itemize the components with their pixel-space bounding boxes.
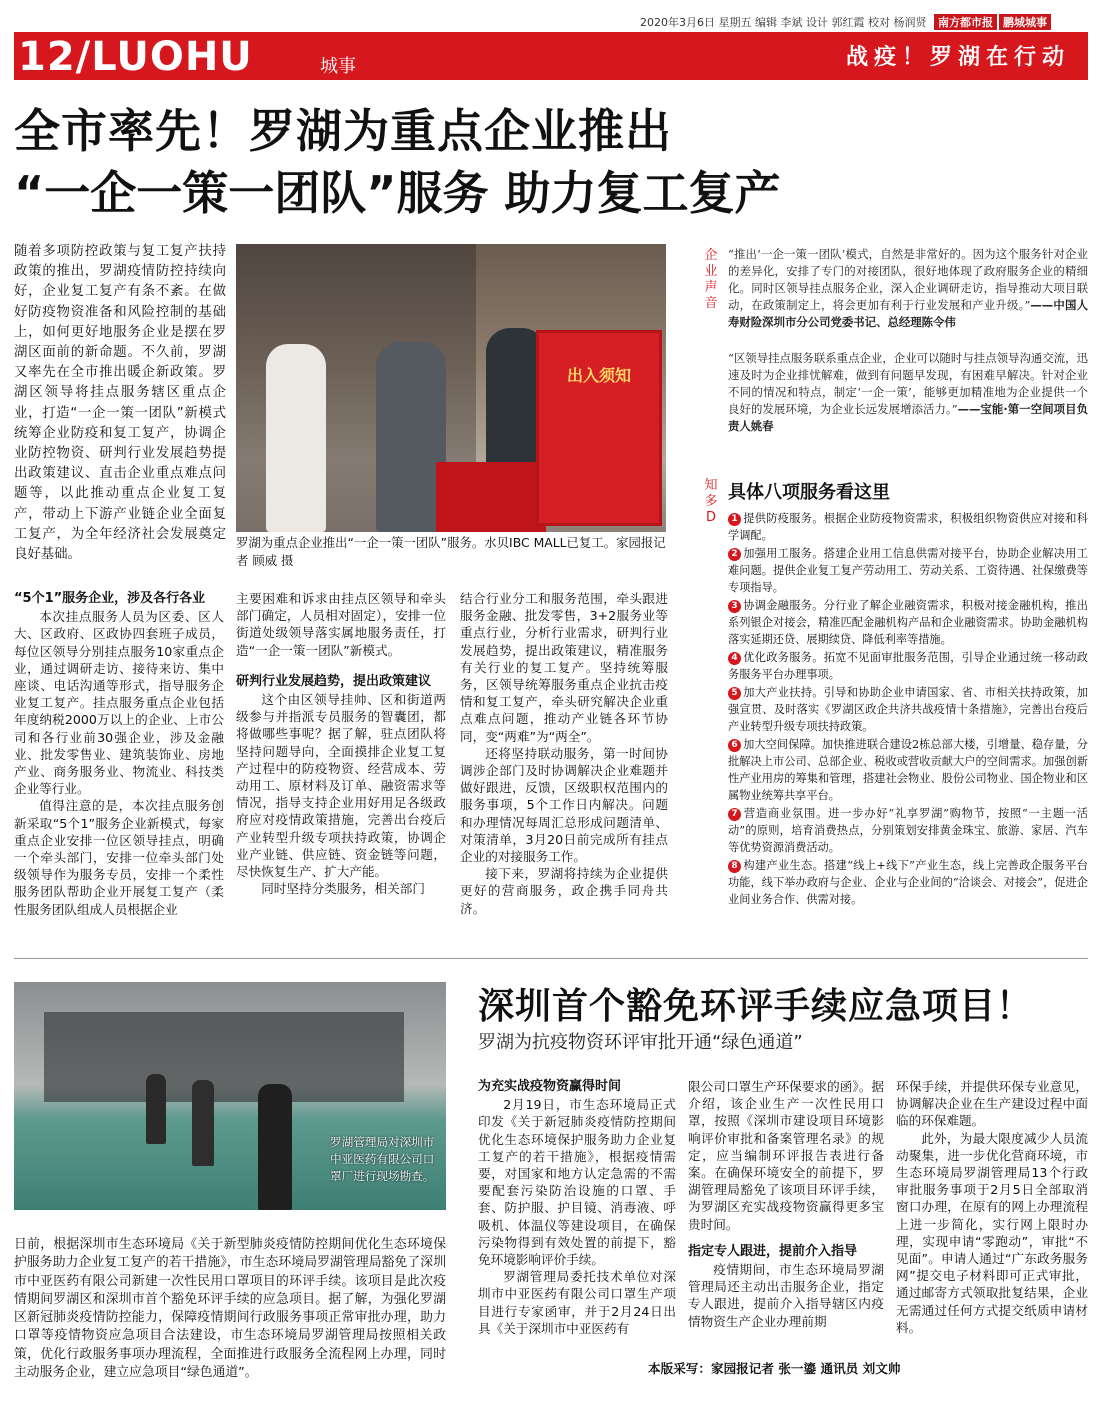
number-badge: 6 — [728, 739, 741, 752]
service-item — [728, 857, 1088, 908]
quote-text: “区领导挂点服务联系重点企业，企业可以随时与挂点领导沟通交流，迅速及时为企业排忧解难，做到有问题早发现，有困难早解决。针对企业不同的情况和特点，制定‘一企一策’，能够更加精准地为企业提供一个良好的发展环境，为企业长远发展增添活力。” — [728, 351, 1088, 416]
service-item — [728, 805, 1088, 856]
paragraph: 此外，为最大限度减少人员流动聚集，进一步优化营商环境，市生态环境局罗湖管理局13个行政审批服务事项于2月5日全部取消窗口办理，在原有的网上办理流程上进一步简化，实行网上限时办理，实现申请“零跑动”，审批“不见面”。申请人通过“广东政务服务网”提交电子材料即可正式审批，通过邮寄方式领取批复结果，企业无需通过任何方式提交纸质申请材料。 — [896, 1130, 1088, 1335]
service-item — [728, 510, 1088, 544]
photo-caption: 罗湖管理局对深圳市中亚医药有限公司口罩厂进行现场勘查。 — [330, 1135, 435, 1183]
paragraph: 同时坚持分类服务，相关部门 — [261, 881, 425, 897]
quote-text: “推出‘一企一策一团队’模式，自然是非常好的。因为这个服务针对企业的差异化，安排了专门的对接团队，很好地体现了政府服务企业的精细化。同时区领导挂点服务企业，深入企业调研走访，指导推动大项目联动，在政策制定上，将会更加有利于行业发展和产业升级。” — [728, 247, 1088, 312]
service-text: 提供防疫服务。根据企业防疫物资需求，积极组织物资供应对接和科学调配。 — [728, 512, 1088, 542]
label-know-more: 知多D — [704, 478, 718, 525]
photo-person — [266, 344, 326, 532]
article-intro: 随着多项防控政策与复工复产扶持政策的推出，罗湖疫情防控持续向好，企业复工复产有条不紊。在做好防疫物资准备和风险控制的基础上，如何更好地服务企业是摆在罗湖区面前的新命题。不久前，罗湖又率先在全市推出暖企新政策。罗湖区领导将挂点服务辖区重点企业，打造“一企一策一团队”新模式统筹企业防疫和复工复产，协调企业防控物资、研判行业发展趋势提出政策建议、直击企业重点难点问题等，以此推动重点企业复工复产，带动上下游产业链企业全面复工复产，为全年经济社会发展奠定良好基础。 — [14, 244, 226, 563]
service-text: 加强用工服务。搭建企业用工信息供需对接平台，协助企业解决用工难问题。提供企业复工复产劳动用工、劳动关系、工资待遇、社保缴费等专项指导。 — [728, 547, 1088, 594]
number-badge: 2 — [728, 548, 741, 561]
photo-table — [436, 462, 546, 532]
article-column-1 — [14, 590, 224, 918]
number-badge: 5 — [728, 687, 741, 700]
service-text: 协调金融服务。分行业了解企业融资需求，积极对接金融机构，推出系列银企对接会，精准匹配金融机构产品和企业融资需求。协助金融机构落实延期还贷、展期续贷、降低利率等措施。 — [728, 599, 1088, 646]
article-column-2 — [236, 590, 446, 897]
number-badge: 3 — [728, 600, 741, 613]
paragraph: 接下来，罗湖将持续为企业提供更好的营商服务，政企携手同舟共济。 — [460, 866, 668, 916]
date-editor-line: 2020年3月6日 星期五 编辑 李斌 设计 郭红霞 校对 杨润贤 — [640, 16, 927, 29]
subheading: “5个1”服务企业，涉及各行各业 — [14, 591, 206, 606]
byline-credit: 本版采写：家园报记者 张一鎏 通讯员 刘文帅 — [648, 1361, 901, 1376]
section-name: 城事 — [320, 56, 356, 77]
quote-signature: ——宝能·第一空间项目负责人姚春 — [728, 402, 1088, 433]
number-badge: 8 — [728, 860, 741, 873]
photo-person — [192, 1080, 214, 1166]
section-divider — [14, 958, 1088, 959]
masthead-meta — [640, 14, 1051, 30]
article2-column-2 — [688, 1078, 884, 1330]
paragraph: 罗湖管理局委托技术单位对深圳市中亚医药有限公司口罩生产项目进行专家函审，并于2月24日出具《关于深圳市中亚医药有 — [478, 1269, 676, 1336]
section-logo: 鹏城城事 — [999, 14, 1051, 30]
service-text: 营造商业氛围。进一步办好“礼享罗湖”购物节，按照“一主题一活动”的原则，培育消费热点，分别策划安排黄金珠宝、旅游、家居、汽车等优势资源消费活动。 — [728, 807, 1088, 854]
enterprise-quote-2 — [728, 350, 1088, 435]
service-text: 优化政务服务。拓宽不见面审批服务范围，引导企业通过统一移动政务服务平台办理事项。 — [728, 651, 1088, 681]
paragraph: 还将坚持联动服务，第一时间协调涉企部门及时协调解决企业难题并做好跟进，反馈，区级职权范围内的服务事项，5个工作日内解决。问题和办理情况每周汇总形成问题清单、对策清单，3月20日前完成所有挂点企业的对接服务工作。 — [460, 745, 668, 865]
label-enterprise-voice: 企业声音 — [704, 248, 718, 311]
headline-line-1: 全市率先！罗湖为重点企业推出 — [14, 104, 672, 158]
number-badge: 4 — [728, 652, 741, 665]
article2-subheadline: 罗湖为抗疫物资环评审批开通“绿色通道” — [478, 1032, 803, 1053]
paragraph: 限公司口罩生产环保要求的函》。据介绍，该企业生产一次性民用口罩，按照《深圳市建设项目环境影响评价审批和备案管理名录》的规定，应当编制环评报告表进行备案。在确保环境安全的前提下，罗湖管理局豁免了该项目环评手续，为罗湖区充实战疫物资赢得更多宝贵时间。 — [688, 1079, 884, 1232]
header-tagline: 战疫！罗湖在行动 — [845, 45, 1070, 70]
photo-person — [146, 1074, 166, 1144]
service-text: 加大产业扶持。引导和协助企业申请国家、省、市相关扶持政策，加强宣贯、及时落实《罗湖区政企共济共战疫情十条措施》，完善出台疫后产业转型升级专项扶持政策。 — [728, 686, 1088, 733]
article2-lede: 日前，根据深圳市生态环境局《关于新型肺炎疫情防控期间优化生态环境保护服务助力企业复工复产的若干措施》，市生态环境局罗湖管理局豁免了深圳市中亚医药有限公司新建一次性民用口罩项目的环评手续。该项目是此次疫情期间罗湖区和深圳市首个豁免环评手续的应急项目。据了解，为强化罗湖区新冠肺炎疫情防控能力，保障疫情期间行政服务事项正常审批办理，助力口罩等疫情物资应急项目合法建设，市生态环境局罗湖管理局按照相关政策，优化行政服务事项办理流程，全面推进行政服务全流程网上办理，同时主动服务企业，建立应急项目“绿色通道”。 — [14, 1237, 446, 1381]
quote-signature: ——中国人寿财险深圳市分公司党委书记、总经理陈令伟 — [728, 298, 1088, 329]
newspaper-logo: 南方都市报 — [934, 14, 997, 30]
paragraph: 主要困难和诉求由挂点区领导和牵头部门确定，人员相对固定），安排一位街道处级领导落实属地服务责任，打造“一企一策一团队”新模式。 — [236, 591, 446, 658]
article2-column-3 — [896, 1078, 1088, 1336]
paragraph: 本次挂点服务人员为区委、区人大、区政府、区政协四套班子成员，每位区领导分别挂点服务10家重点企业，通过调研走访、接待来访、集中座谈、电话沟通等形式，指导服务企业复工复产。挂点服务重点企业包括年度纳税2000万以上的企业、上市公司和各行业前30强企业，涉及金融业、批发零售业、建筑装饰业、房地产业、商务服务业、物流业、科技类企业等行业。 — [14, 609, 224, 797]
services-title: 具体八项服务看这里 — [728, 482, 890, 503]
subheading: 为充实战疫物资赢得时间 — [478, 1079, 622, 1094]
page-number: 12/LUOHU — [18, 34, 253, 80]
service-item — [728, 736, 1088, 804]
service-item — [728, 684, 1088, 735]
paragraph: 结合行业分工和服务范围，牵头跟进服务金融、批发零售，3+2服务业等重点行业，分析行业需求，研判行业发展趋势，提出政策建议，精准服务有关行业的复工复产。坚持统筹服务，区领导统筹服务重点企业抗击疫情和复工复产，牵头研究解决企业重点难点问题，推动产业链各环节协同，变“两难”为“两全”。 — [460, 591, 668, 744]
sign-title: 出入须知 — [566, 366, 631, 385]
subheading: 研判行业发展趋势，提出政策建议 — [236, 673, 432, 689]
paragraph: 值得注意的是，本次挂点服务创新采取“5个1”服务企业新模式，每家重点企业安排一位区领导挂点，明确一个牵头部门，安排一位牵头部门处级领导作为服务专员，安排一个柔性服务团队帮助企业开展复工复产（柔性服务团队组成人员根据企业 — [14, 798, 224, 917]
mall-entrance-photo — [236, 244, 666, 532]
factory-inspection-photo — [14, 982, 446, 1210]
paragraph: 2月19日，市生态环境局正式印发《关于新冠肺炎疫情防控期间优化生态环境保护服务助力企业复工复产的若干措施》，根据疫情需要，对国家和地方认定急需的不需要配套污染防治设施的口罩、手套、防护服、护目镜、消毒液、呼吸机、体温仪等建设项目，在确保污染物得到有效处置的前提下，豁免环境影响评价手续。 — [478, 1097, 676, 1268]
number-badge: 7 — [728, 808, 741, 821]
number-badge: 1 — [728, 513, 741, 526]
photo-wall — [44, 1012, 404, 1102]
article-column-3 — [460, 590, 668, 917]
paragraph: 这个由区领导挂帅、区和街道两级参与并指派专员服务的智囊团，都将做哪些事呢？据了解，驻点团队将坚持问题导向，全面摸排企业复工复产过程中的防疫物资、经营成本、劳动用工、原材料及订单、融资需求等情况，指导支持企业用好用足各级政府应对疫情政策措施，完善出台疫后产业转型升级专项扶持政策，协调企业产业链、供应链、资金链等问题，尽快恢复生产、扩大产能。 — [236, 692, 446, 880]
article2-column-1 — [478, 1078, 676, 1337]
service-item — [728, 597, 1088, 648]
paragraph: 环保手续，并提供环保专业意见，协调解决企业在生产建设过程中面临的环保难题。 — [896, 1079, 1088, 1129]
photo-person — [258, 1084, 292, 1210]
photo-caption: 罗湖为重点企业推出“一企一策一团队”服务。水贝IBC MALL已复工。家园报记者 顾威 摄 — [236, 535, 666, 568]
paragraph: 疫情期间，市生态环境局罗湖管理局还主动出击服务企业，指定专人跟进，提前介入指导辖区内疫情物资生产企业办理前期 — [688, 1262, 884, 1329]
entry-notice-sign — [536, 330, 662, 526]
headline-line-2: “一企一策一团队”服务 助力复工复产 — [14, 166, 781, 220]
services-list — [728, 510, 1088, 909]
subheading: 指定专人跟进，提前介入指导 — [688, 1243, 858, 1259]
service-text: 构建产业生态。搭建“线上+线下”产业生态，线上完善政企服务平台功能，线下举办政府与企业、企业与企业间的“洽谈会、对接会”，促进企业间业务合作、供需对接。 — [728, 859, 1088, 906]
article2-headline: 深圳首个豁免环评手续应急项目！ — [478, 986, 1034, 1027]
enterprise-quote-1 — [728, 246, 1088, 331]
service-item — [728, 649, 1088, 683]
service-item — [728, 545, 1088, 596]
service-text: 加大空间保障。加快推进联合建设2栋总部大楼，引增量、稳存量，分批解决上市公司、总部企业、税收或营收贡献大户的空间需求。加强创新性产业用房的筹集和管理，搭建社会物业、股份公司物业、国企物业和区属物业统筹共享平台。 — [728, 738, 1088, 802]
